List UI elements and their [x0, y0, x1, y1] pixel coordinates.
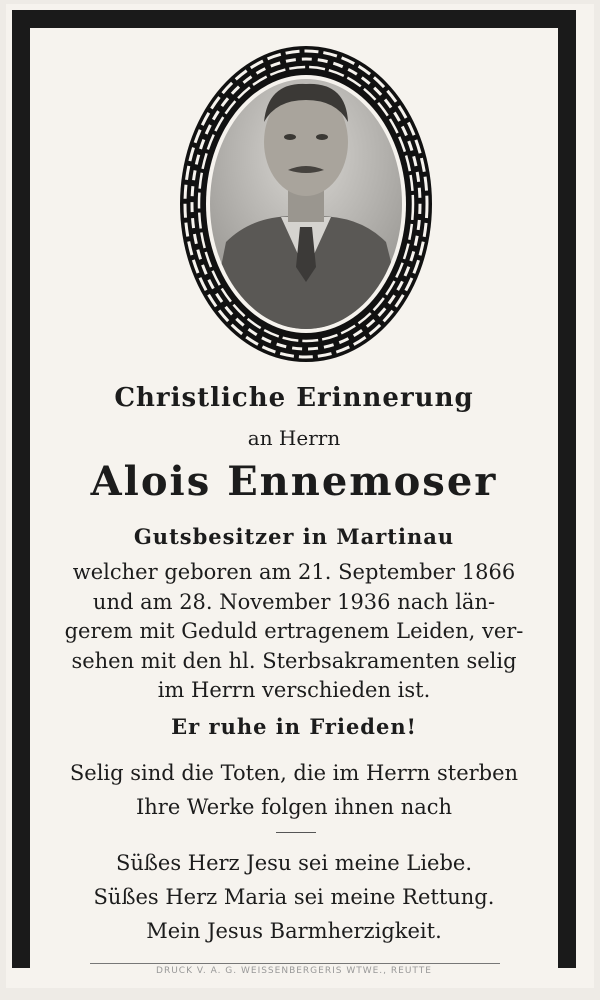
- biography-line: welcher geboren am 21. September 1866: [72, 560, 516, 584]
- quote-line: Ihre Werke folgen ihnen nach: [135, 795, 453, 819]
- prayers: [30, 846, 558, 948]
- portrait-frame: [176, 42, 436, 367]
- biography-line: sehen mit den hl. Sterbsakramenten selig: [71, 648, 517, 673]
- divider: [276, 832, 316, 833]
- biography-line: und am 28. November 1936 nach län-: [92, 589, 496, 614]
- card-content: [30, 28, 558, 976]
- portrait-photo: [176, 42, 436, 367]
- biography-text: [30, 558, 558, 706]
- scripture-quote: [30, 756, 558, 824]
- rest-in-peace: Er ruhe in Frieden!: [171, 714, 417, 739]
- quote-line: Selig sind die Toten, die im Herrn sterben: [69, 761, 519, 785]
- biography-line: gerem mit Geduld ertragenem Leiden, ver-: [64, 619, 524, 643]
- prayer-line: Süßes Herz Jesu sei meine Liebe.: [115, 851, 473, 875]
- biography-line: im Herrn verschieden ist.: [157, 678, 431, 702]
- occupation: Gutsbesitzer in Martinau: [133, 524, 455, 549]
- prayer-line: Süßes Herz Maria sei meine Rettung.: [93, 885, 495, 909]
- printer-rule: [90, 963, 500, 964]
- card-heading: Christliche Erinnerung: [114, 383, 474, 413]
- salutation: an Herrn: [247, 426, 341, 450]
- printer-imprint: DRUCK V. A. G. WEISSENBERGERIS WTWE., REUTTE: [156, 966, 432, 976]
- prayer-line: Mein Jesus Barmherzigkeit.: [146, 919, 442, 943]
- deceased-name: Alois Ennemoser: [90, 458, 498, 505]
